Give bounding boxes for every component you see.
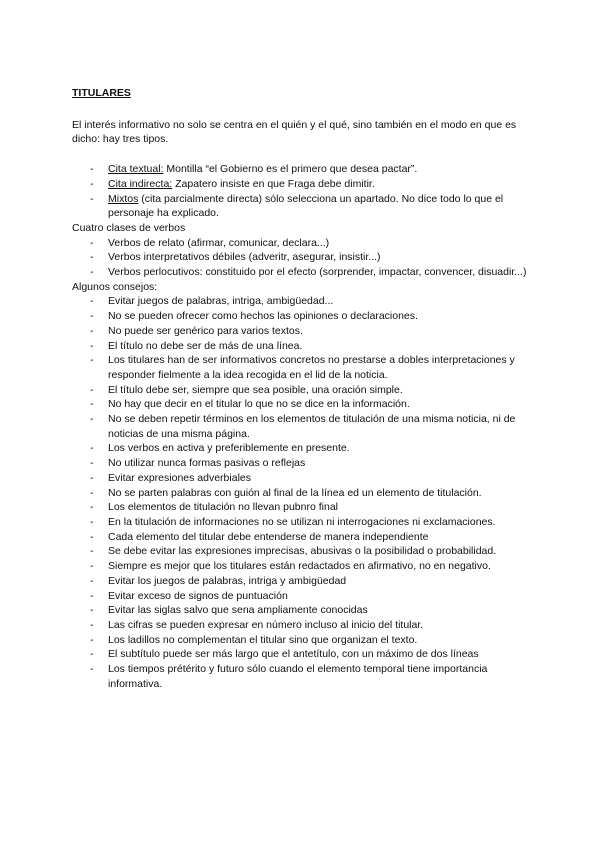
- list-item: [72, 500, 532, 515]
- list-item: [72, 324, 532, 339]
- tip-text: El subtítulo puede ser más largo que el antetítulo, con un máximo de dos líneas: [108, 648, 479, 661]
- list-item: [72, 662, 532, 691]
- dash-bullet: -: [90, 383, 94, 396]
- tip-text: Los titulares han de ser informativos concretos no prestarse a dobles interpretaciones y responder fielmente a la idea recogida en el lid de la noticia.: [108, 354, 515, 381]
- tip-text: Los elementos de titulación no llevan pubnro final: [108, 501, 338, 514]
- dash-bullet: -: [90, 442, 94, 455]
- list-item: [72, 618, 532, 633]
- dash-bullet: -: [90, 163, 94, 176]
- list-item: [72, 265, 532, 280]
- page-title: TITULARES: [72, 87, 131, 99]
- list-item: [72, 250, 532, 265]
- list-item: [72, 559, 532, 574]
- list-item: [72, 353, 532, 382]
- list-item: [72, 397, 532, 412]
- list-item: [72, 412, 532, 441]
- tip-text: Los verbos en activa y preferiblemente en presente.: [108, 442, 350, 455]
- dash-bullet: -: [90, 339, 94, 352]
- quote-types-list: [72, 162, 532, 221]
- list-item: [72, 383, 532, 398]
- tip-text: Evitar juegos de palabras, intriga, ambigüedad...: [108, 295, 334, 308]
- tip-text: No puede ser genérico para varios textos.: [108, 324, 303, 337]
- dash-bullet: -: [90, 471, 94, 484]
- dash-bullet: -: [90, 457, 94, 470]
- list-item: [72, 647, 532, 662]
- verb-item-text: Verbos de relato (afirmar, comunicar, declara...): [108, 236, 330, 249]
- dash-bullet: -: [90, 663, 94, 676]
- tips-heading: Algunos consejos:: [72, 280, 158, 293]
- list-item: [72, 309, 532, 324]
- dash-bullet: -: [90, 398, 94, 411]
- tip-text: Cada elemento del titular debe entenderse de manera independiente: [108, 530, 429, 543]
- list-item: [72, 515, 532, 530]
- tip-text: Siempre es mejor que los titulares están redactados en afirmativo, no en negativo.: [108, 560, 491, 573]
- tip-text: En la titulación de informaciones no se utilizan ni interrogaciones ni exclamaciones.: [108, 515, 496, 528]
- dash-bullet: -: [90, 236, 94, 249]
- tip-text: No hay que decir en el titular lo que no se dice en la información.: [108, 398, 410, 411]
- quote-type-label: Cita indirecta:: [108, 177, 173, 190]
- dash-bullet: -: [90, 501, 94, 514]
- dash-bullet: -: [90, 295, 94, 308]
- dash-bullet: -: [90, 177, 94, 190]
- dash-bullet: -: [90, 192, 94, 205]
- list-item: [72, 530, 532, 545]
- dash-bullet: -: [90, 486, 94, 499]
- dash-bullet: -: [90, 266, 94, 279]
- verb-item-text: Verbos perlocutivos: constituido por el efecto (sorprender, impactar, convencer, disuadir...): [108, 266, 527, 279]
- tip-text: Evitar los juegos de palabras, intriga y ambigüedad: [108, 574, 347, 587]
- dash-bullet: -: [90, 515, 94, 528]
- quote-type-label: Cita textual:: [108, 163, 164, 176]
- dash-bullet: -: [90, 574, 94, 587]
- dash-bullet: -: [90, 354, 94, 367]
- tip-text: No se deben repetir términos en los elementos de titulación de una misma noticia, ni de noticias de una misma página.: [108, 413, 516, 440]
- dash-bullet: -: [90, 589, 94, 602]
- tip-text: No se pueden ofrecer como hechos las opiniones o declaraciones.: [108, 310, 418, 323]
- dash-bullet: -: [90, 633, 94, 646]
- verbs-list: [72, 236, 532, 280]
- intro-paragraph: El interés informativo no solo se centra en el quién y el qué, sino también en el modo en que es dicho: hay tres tipos.: [72, 118, 517, 146]
- tip-text: Evitar expresiones adverbiales: [108, 471, 251, 484]
- verb-item-text: Verbos interpretativos débiles (adveritr, asegurar, insistir...): [108, 251, 381, 264]
- dash-bullet: -: [90, 560, 94, 573]
- list-item: [72, 236, 532, 251]
- dash-bullet: -: [90, 648, 94, 661]
- dash-bullet: -: [90, 604, 94, 617]
- quote-type-text: Zapatero insiste en que Fraga debe dimitir.: [172, 177, 375, 190]
- tip-text: Los tiempos prétérito y futuro sólo cuando el elemento temporal tiene importancia informativa.: [108, 663, 488, 690]
- dash-bullet: -: [90, 324, 94, 337]
- list-item: [72, 339, 532, 354]
- quote-type-text: (cita parcialmente directa) sólo selecciona un apartado. No dice todo lo que el personaje ha explicado.: [108, 192, 504, 220]
- tip-text: No utilizar nunca formas pasivas o reflejas: [108, 457, 306, 470]
- dash-bullet: -: [90, 545, 94, 558]
- list-item: [72, 192, 532, 221]
- list-item: [72, 471, 532, 486]
- dash-bullet: -: [90, 310, 94, 323]
- list-item: [72, 544, 532, 559]
- tip-text: No se parten palabras con guión al final de la línea ed un elemento de titulación.: [108, 486, 482, 499]
- list-item: [72, 162, 532, 177]
- tips-list: [72, 294, 532, 691]
- quote-type-text: Montilla “el Gobierno es el primero que desea pactar”.: [163, 163, 418, 176]
- list-item: [72, 294, 532, 309]
- list-item: [72, 603, 532, 618]
- tip-text: Las cifras se pueden expresar en número incluso al inicio del titular.: [108, 618, 424, 631]
- list-item: [72, 589, 532, 604]
- tip-text: El título debe ser, siempre que sea posible, una oración simple.: [108, 383, 403, 396]
- tip-text: Evitar las siglas salvo que sena ampliamente conocidas: [108, 604, 368, 617]
- dash-bullet: -: [90, 251, 94, 264]
- verbs-heading: Cuatro clases de verbos: [72, 221, 186, 234]
- dash-bullet: -: [90, 618, 94, 631]
- document-page: [72, 86, 532, 691]
- list-item: [72, 177, 532, 192]
- list-item: [72, 441, 532, 456]
- list-item: [72, 456, 532, 471]
- dash-bullet: -: [90, 530, 94, 543]
- list-item: [72, 574, 532, 589]
- quote-type-label: Mixtos: [108, 192, 139, 205]
- list-item: [72, 486, 532, 501]
- tip-text: Evitar exceso de signos de puntuación: [108, 589, 288, 602]
- list-item: [72, 633, 532, 648]
- tip-text: El título no debe ser de más de una línea.: [108, 339, 303, 352]
- tip-text: Se debe evitar las expresiones imprecisas, abusivas o la posibilidad o probabilidad.: [108, 545, 497, 558]
- tip-text: Los ladillos no complementan el titular sino que organizan el texto.: [108, 633, 418, 646]
- dash-bullet: -: [90, 413, 94, 426]
